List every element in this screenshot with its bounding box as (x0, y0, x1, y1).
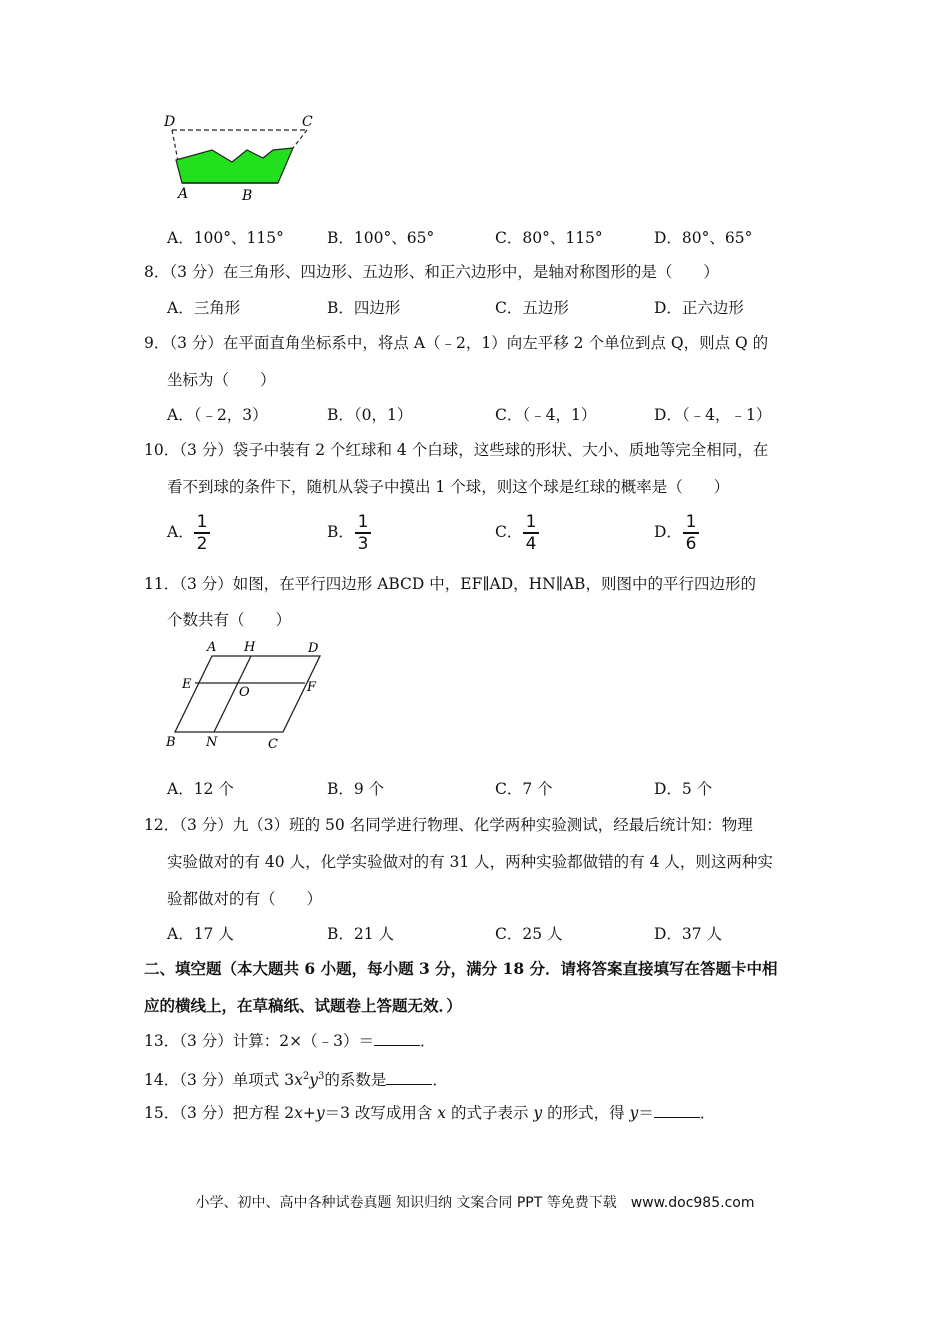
answer-blank (374, 1031, 420, 1046)
q9-stem-line2: 坐标为（ ） (167, 371, 276, 389)
q7-option-b: B．100°、65° (327, 229, 435, 247)
denominator: 4 (525, 533, 537, 554)
q14: 14．（3 分）单项式 $3x^2y^3$的系数是 ． (144, 1071, 448, 1090)
q11-stem-line2: 个数共有（ ） (167, 611, 292, 629)
q11-option-a: A．12 个 (167, 780, 234, 798)
numerator: 1 (525, 512, 537, 532)
q9-option-d: D．（﹣4，﹣1） (654, 406, 772, 424)
q7-option-a: A．100°、115° (167, 229, 284, 247)
q10-fraction-a (194, 513, 210, 553)
q10-fraction-c (523, 513, 539, 553)
q8-stem: 8．（3 分）在三角形、四边形、五边形、和正六边形中，是轴对称图形的是（ ） (144, 263, 719, 281)
label-O: O (239, 685, 250, 700)
q10-fraction-d (683, 513, 699, 553)
q10-stem-line2: 看不到球的条件下，随机从袋子中摸出 1 个球，则这个球是红球的概率是（ ） (167, 478, 730, 496)
parallelogram-figure (160, 636, 330, 756)
label-N: N (206, 735, 218, 750)
q13: 13．（3 分）计算：2×（﹣3）＝ ． (144, 1032, 436, 1050)
q10-option-a: A． (167, 523, 194, 541)
q8-option-a: A．三角形 (167, 299, 241, 317)
q11-option-b: B．9 个 (327, 780, 385, 798)
label-B: B (166, 735, 176, 750)
label-A: A (178, 186, 189, 202)
label-H: H (244, 640, 256, 655)
footer-text: 小学、初中、高中各种试卷真题 知识归纳 文案合同 PPT 等免费下载 www.doc985.com (195, 1195, 755, 1211)
q12-option-c: C．25 人 (495, 925, 563, 943)
numerator: 1 (357, 512, 369, 532)
q12-stem-line3: 验都做对的有（ ） (167, 890, 323, 908)
numerator: 1 (685, 512, 697, 532)
label-A: A (207, 640, 217, 655)
q8-option-b: B．四边形 (327, 299, 401, 317)
numerator: 1 (196, 512, 208, 532)
q12-option-a: A．17 人 (167, 925, 234, 943)
q15: 15．（3 分）把方程 2x+y＝3 改写成用含 x 的式子表示 y 的形式，得 y＝ ． (144, 1104, 716, 1122)
q12-stem: 12．（3 分）九（3）班的 50 名同学进行物理、化学两种实验测试，经最后统计知：物理 (144, 816, 753, 834)
q9-option-b: B．（0，1） (327, 406, 413, 424)
trapezoid-figure (160, 110, 330, 205)
q12-stem-line2: 实验做对的有 40 人，化学实验做对的有 31 人，两种实验都做错的有 4 人，则这两种实 (167, 853, 773, 871)
label-F: F (307, 680, 317, 695)
answer-blank (386, 1070, 432, 1085)
q11-option-c: C．7 个 (495, 780, 553, 798)
q7-option-d: D．80°、65° (654, 229, 753, 247)
q10-fraction-b (355, 513, 371, 553)
denominator: 3 (357, 533, 369, 554)
label-D: D (164, 114, 176, 130)
q7-option-c: C．80°、115° (495, 229, 603, 247)
q12-option-d: D．37 人 (654, 925, 723, 943)
q10-option-b: B． (327, 523, 354, 541)
label-D: D (308, 641, 319, 656)
q10-option-d: D． (654, 523, 682, 541)
label-B: B (242, 188, 253, 204)
q8-option-c: C．五边形 (495, 299, 569, 317)
label-C: C (268, 737, 278, 752)
q10-option-c: C． (495, 523, 523, 541)
q9-option-c: C．（﹣4，1） (495, 406, 597, 424)
section-heading-line2: 应的横线上，在草稿纸、试题卷上答题无效．） (144, 996, 462, 1015)
q11-stem: 11．（3 分）如图，在平行四边形 ABCD 中，EF∥AD，HN∥AB，则图中的平行四边形的 (144, 575, 756, 593)
q8-option-d: D．正六边形 (654, 299, 744, 317)
label-C: C (302, 114, 313, 130)
q10-stem: 10．（3 分）袋子中装有 2 个红球和 4 个白球，这些球的形状、大小、质地等完全相同，在 (144, 441, 769, 459)
q12-option-b: B．21 人 (327, 925, 395, 943)
water-shape (176, 148, 293, 183)
denominator: 2 (196, 533, 208, 554)
q9-option-a: A．（﹣2，3） (167, 406, 268, 424)
denominator: 6 (685, 533, 697, 554)
q11-option-d: D．5 个 (654, 780, 713, 798)
q9-stem: 9．（3 分）在平面直角坐标系中，将点 A（﹣2，1）向左平移 2 个单位到点 Q，则点 Q 的 (144, 334, 769, 352)
label-E: E (182, 677, 192, 692)
answer-blank (654, 1103, 700, 1118)
section-heading: 二、填空题（本大题共 6 小题，每小题 3 分，满分 18 分．请将答案直接填写在答题卡中相 (144, 959, 778, 978)
